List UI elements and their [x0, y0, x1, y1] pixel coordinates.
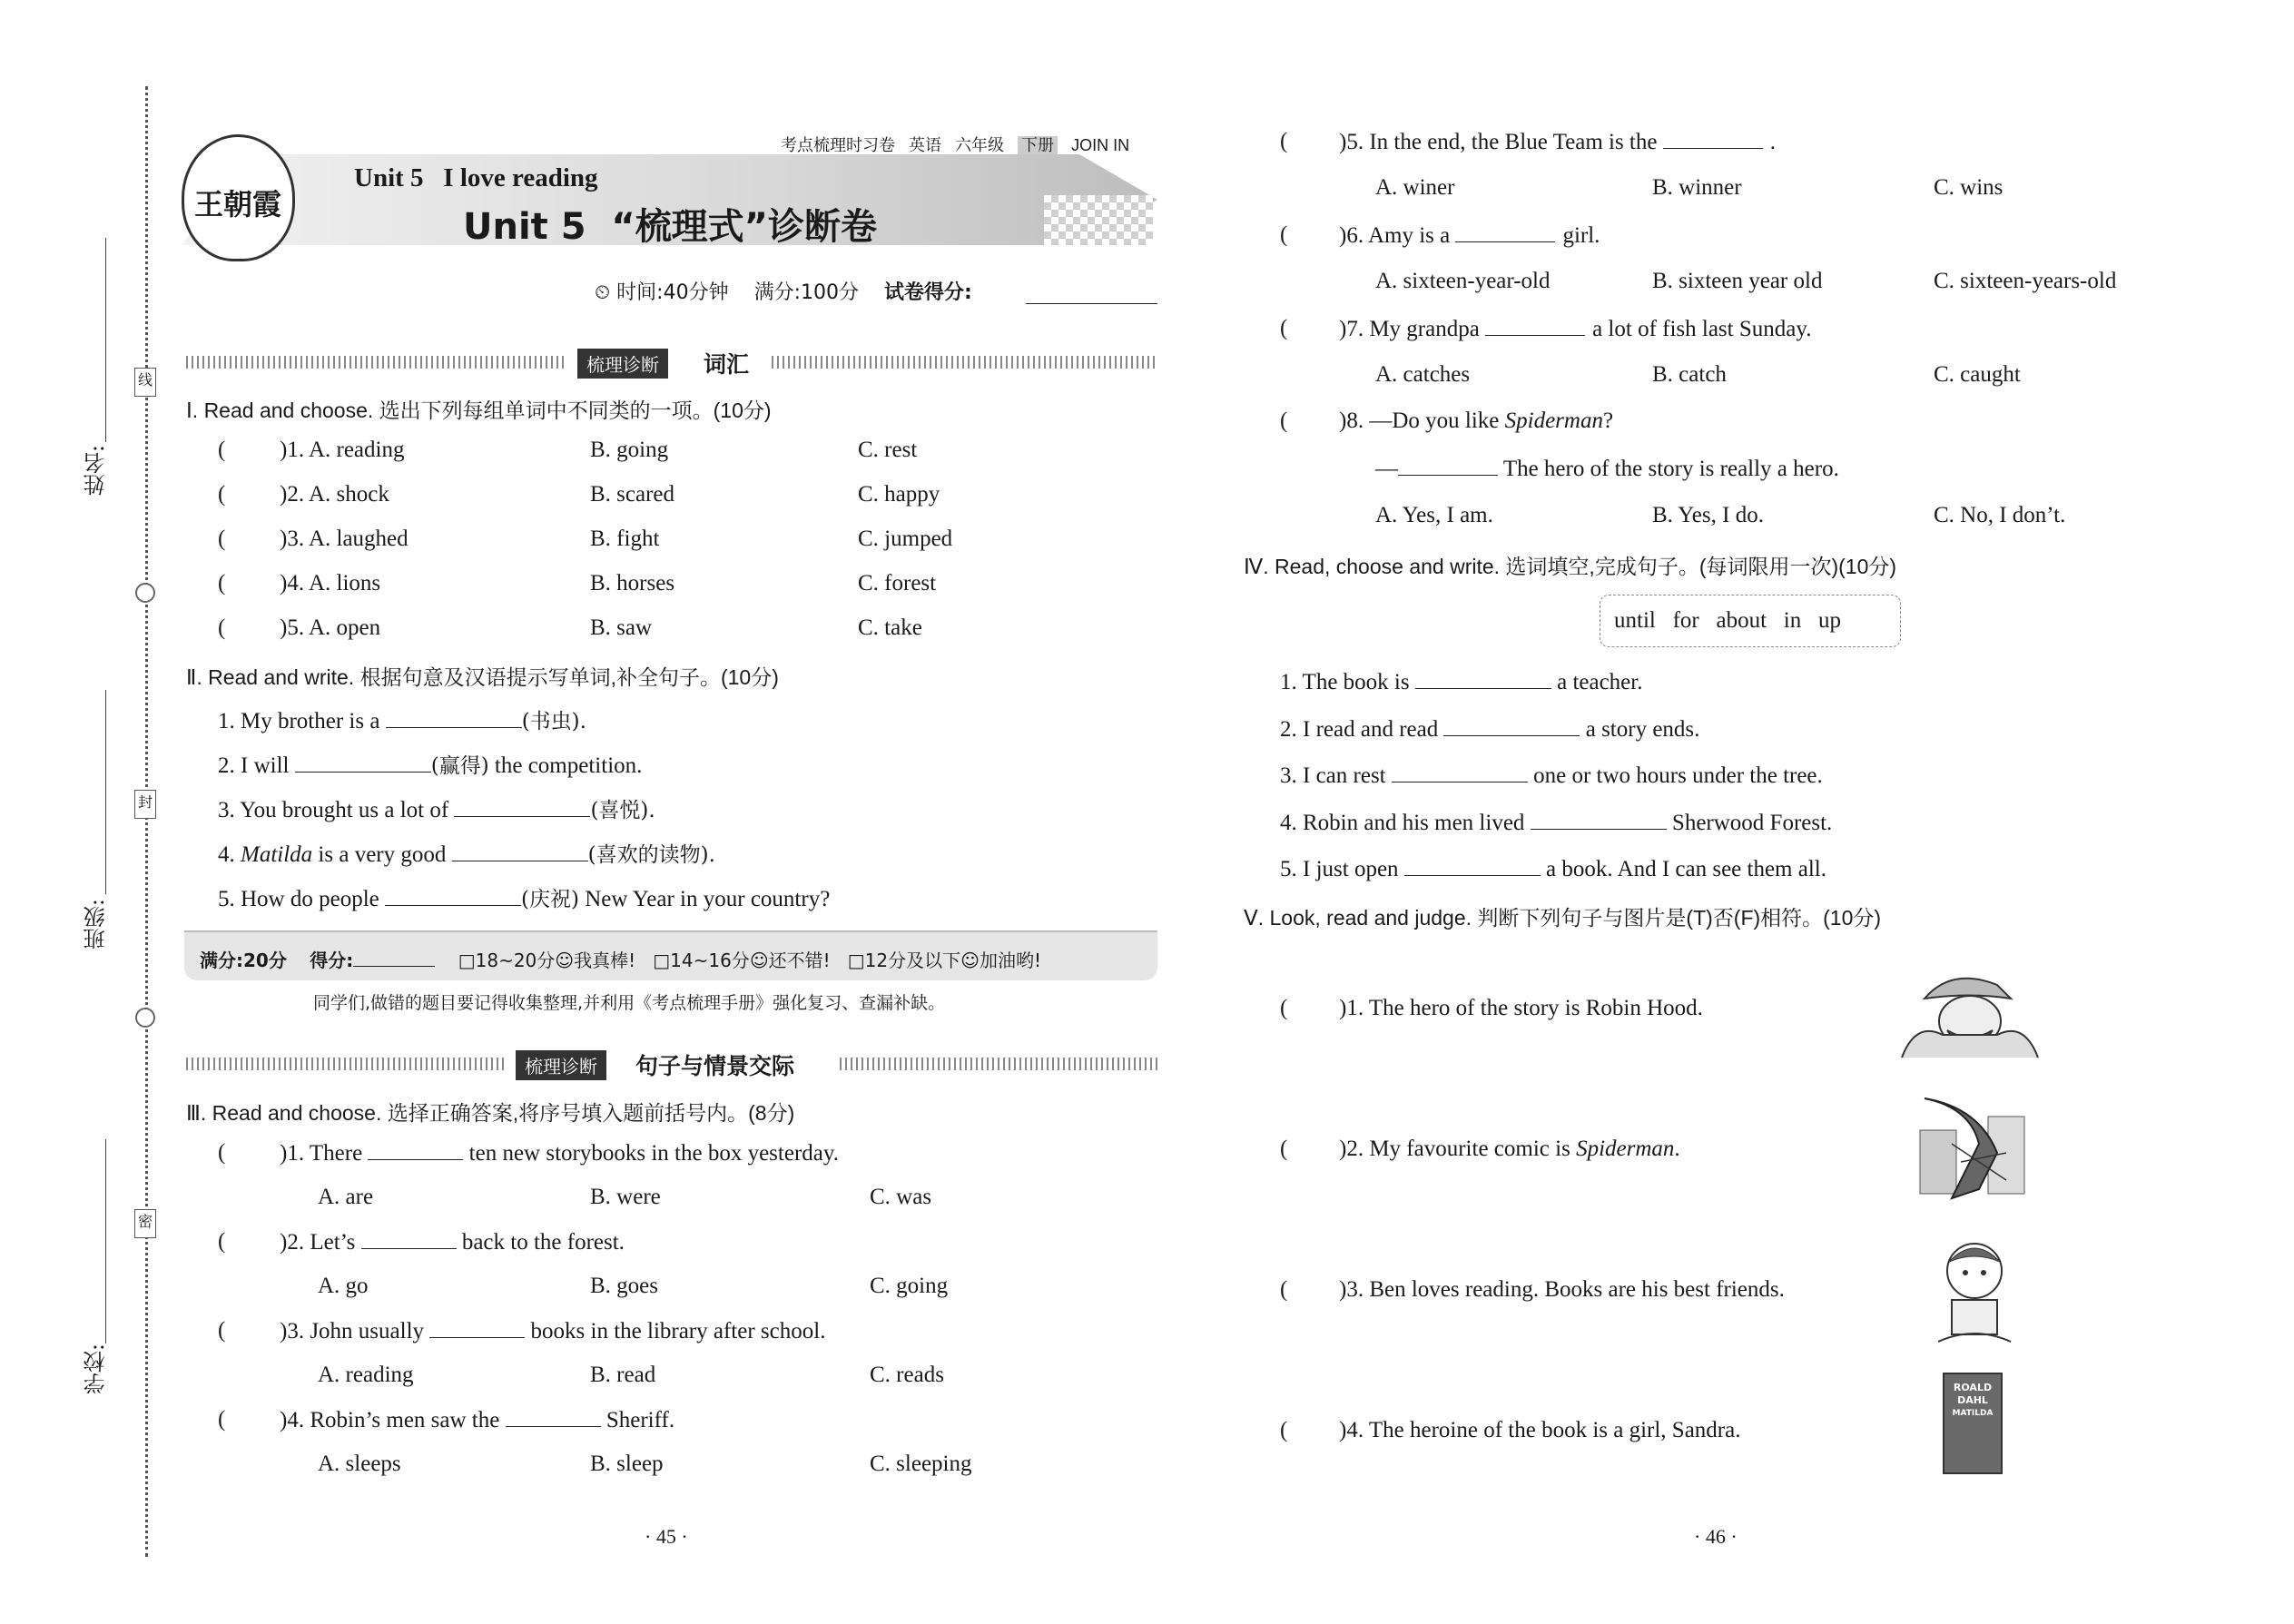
- subject-text: 英语: [909, 136, 942, 154]
- s3-question-post: Sheriff.: [605, 1408, 675, 1432]
- s5-item-text: )4. The heroine of the book is a girl, Sandra.: [1339, 1418, 1741, 1442]
- edition-text: JOIN IN: [1071, 136, 1130, 154]
- score-range-2-text: 还不错!: [768, 950, 831, 971]
- score-range-1-text: 我真棒!: [574, 950, 636, 971]
- book-author-last: DAHL: [1957, 1394, 1988, 1406]
- s4-item-text: 1. The book is: [1280, 670, 1410, 694]
- vocab-tag: 梳理诊断: [577, 349, 668, 379]
- s4-item: [1280, 669, 1642, 695]
- s2-item-1: [218, 704, 586, 734]
- s5-paren[interactable]: (: [1280, 1418, 1288, 1442]
- score-range-1[interactable]: □18~20分: [458, 950, 556, 971]
- section-4-title: Ⅳ. Read, choose and write. 选词填空,完成句子。(每词限用一次)(10分): [1244, 555, 1897, 578]
- s3-item-8-opt-b[interactable]: B. Yes, I do.: [1652, 503, 1764, 527]
- s2-item-5-hint: (庆祝): [521, 888, 579, 911]
- s1-paren[interactable]: (: [218, 438, 226, 462]
- school-line[interactable]: [105, 1139, 106, 1343]
- s4-blank[interactable]: [1404, 856, 1541, 876]
- page-number-left: · 45 ·: [645, 1525, 688, 1548]
- s3-question-text: )4. Robin’s men saw the: [280, 1408, 500, 1432]
- s4-item: [1280, 716, 1699, 743]
- s4-item-post: a book. And I can see them all.: [1546, 857, 1826, 881]
- page-number-right: · 46 ·: [1694, 1525, 1738, 1548]
- s3-option-a[interactable]: A. catches: [1375, 362, 1471, 387]
- name-label: 姓名:: [84, 445, 109, 497]
- s1-option-a[interactable]: )1. A. reading: [280, 438, 405, 462]
- binding-ornament-2: [135, 1008, 155, 1028]
- s1-paren[interactable]: (: [218, 482, 226, 507]
- s2-item-5-post: New Year in your country?: [578, 887, 831, 911]
- s4-blank[interactable]: [1531, 810, 1667, 830]
- s4-item-text: 4. Robin and his men lived: [1280, 810, 1525, 835]
- s2-item-2-hint: (赢得): [430, 754, 489, 778]
- binding-mark-secret: 密: [134, 1209, 156, 1238]
- s3-option-b[interactable]: B. sixteen year old: [1652, 269, 1823, 293]
- s5-item: [1339, 1418, 1740, 1443]
- s3-question: [1339, 222, 1600, 249]
- vocab-divider-right: [772, 356, 1157, 369]
- class-line[interactable]: [105, 690, 106, 894]
- spiderman-picture: [1915, 1089, 2033, 1203]
- binding-ornament-1: [135, 583, 155, 603]
- s3-option-c[interactable]: C. sixteen-years-old: [1934, 269, 2117, 293]
- review-note: 同学们,做错的题目要记得收集整理,并利用《考点梳理手册》强化复习、查漏补缺。: [313, 993, 946, 1013]
- s3-question-post: books in the library after school.: [530, 1319, 826, 1343]
- score-range-2[interactable]: □14~16分: [653, 950, 750, 971]
- name-line[interactable]: [105, 238, 106, 442]
- s2-item-3-text: 3. You brought us a lot of: [218, 798, 449, 822]
- s3-blank[interactable]: [1455, 222, 1555, 242]
- s3-option-a[interactable]: A. sixteen-year-old: [1375, 269, 1551, 293]
- s3-paren[interactable]: (: [1280, 222, 1288, 247]
- s3-option-c[interactable]: C. reads: [870, 1363, 944, 1387]
- s4-item-text: 3. I can rest: [1280, 763, 1386, 788]
- s2-item-2-text: 2. I will: [218, 753, 290, 778]
- s3-question: [1339, 129, 1776, 155]
- term-text: 下册: [1018, 136, 1058, 154]
- matilda-book-picture: [1943, 1373, 2003, 1474]
- s3-option-c[interactable]: C. wins: [1934, 175, 2004, 200]
- s3-item-8-italic: Spiderman: [1504, 408, 1603, 433]
- s4-item: [1280, 763, 1823, 789]
- s4-item-post: a teacher.: [1557, 670, 1643, 694]
- s3-question-text: )2. Let’s: [280, 1230, 356, 1255]
- s3-question-text: )1. There: [280, 1141, 363, 1166]
- s2-item-3-blank[interactable]: [454, 797, 590, 817]
- banner-checker: [1044, 195, 1153, 245]
- s3-option-a[interactable]: A. sleeps: [318, 1452, 401, 1476]
- s1-option-b[interactable]: B. going: [590, 438, 669, 462]
- s3-paren[interactable]: (: [218, 1229, 226, 1254]
- clock-icon: ⏲: [595, 281, 611, 304]
- s3-option-b[interactable]: B. sleep: [590, 1452, 664, 1476]
- section-2-title: Ⅱ. Read and write. 根据句意及汉语提示写单词,补全句子。(10分): [186, 665, 779, 689]
- s3-blank[interactable]: [361, 1229, 457, 1249]
- s2-item-3: [218, 793, 655, 823]
- header-series-line: [781, 133, 1129, 156]
- score-bar-blank[interactable]: [353, 950, 435, 967]
- s3-option-b[interactable]: B. catch: [1652, 362, 1727, 387]
- s3-item-8-text: )8. —Do you like: [1339, 408, 1505, 433]
- s3-question: [280, 1318, 825, 1344]
- score-input-line[interactable]: [1026, 303, 1157, 304]
- section-1-title: Ⅰ. Read and choose. 选出下列每组单词中不同类的一项。(10分): [186, 399, 772, 422]
- s3-item-8-opt-c[interactable]: C. No, I don’t.: [1934, 503, 2066, 527]
- s3-item-8-post: ?: [1602, 408, 1614, 433]
- s5-item-text: )1. The hero of the story is Robin Hood.: [1339, 996, 1703, 1020]
- s3-question-post: a lot of fish last Sunday.: [1592, 317, 1812, 341]
- s3-question-post: .: [1769, 130, 1776, 154]
- vocab-title: 词汇: [704, 351, 750, 378]
- s3-item-8-blank[interactable]: [1398, 456, 1498, 476]
- s1-option-a[interactable]: )3. A. laughed: [280, 527, 409, 551]
- book-title: MATILDA: [1952, 1409, 1994, 1418]
- sent-divider-right: [840, 1058, 1157, 1070]
- s5-item: [1339, 996, 1703, 1021]
- s3-paren[interactable]: (: [1280, 129, 1288, 153]
- s2-item-2: [218, 749, 642, 779]
- grade-text: 六年级: [955, 136, 1005, 154]
- s1-paren[interactable]: (: [218, 615, 226, 640]
- s5-item: [1339, 1277, 1785, 1303]
- s1-paren[interactable]: (: [218, 571, 226, 595]
- s1-paren[interactable]: (: [218, 527, 226, 551]
- score-bar-got: 得分:: [310, 950, 354, 971]
- s2-item-4-blank[interactable]: [452, 842, 588, 861]
- s2-item-2-blank[interactable]: [295, 753, 431, 773]
- score-range-3[interactable]: □12分及以下: [847, 950, 961, 971]
- s3-question-post: back to the forest.: [461, 1230, 625, 1255]
- s3-question-text: )3. John usually: [280, 1319, 425, 1343]
- s3-option-b[interactable]: B. winner: [1652, 175, 1742, 200]
- s3-question: [1339, 316, 1811, 342]
- s3-option-a[interactable]: A. go: [318, 1274, 369, 1298]
- s1-option-b[interactable]: B. horses: [590, 571, 675, 595]
- s4-item-post: Sherwood Forest.: [1671, 810, 1833, 835]
- s1-option-a[interactable]: )4. A. lions: [280, 571, 381, 595]
- s2-item-5-text: 5. How do people: [218, 887, 379, 911]
- sent-tag: 梳理诊断: [516, 1050, 606, 1080]
- s3-option-c[interactable]: C. caught: [1934, 362, 2021, 387]
- score-label: 试卷得分:: [883, 281, 972, 304]
- s4-item-post: a story ends.: [1585, 716, 1700, 742]
- s5-item: [1339, 1137, 1680, 1162]
- s3-option-b[interactable]: B. were: [590, 1185, 661, 1209]
- s3-item-8-opt-a[interactable]: A. Yes, I am.: [1375, 503, 1493, 527]
- binding-dotted-line: [145, 86, 148, 1557]
- s2-item-1-text: 1. My brother is a: [218, 709, 380, 733]
- s3-blank[interactable]: [506, 1407, 601, 1427]
- unit-subtitle: Unit 5 I love reading: [354, 163, 598, 192]
- vocab-divider-left: [186, 356, 567, 369]
- s1-option-b[interactable]: B. scared: [590, 482, 675, 507]
- s3-paren[interactable]: (: [218, 1407, 226, 1432]
- s3-blank[interactable]: [1663, 129, 1763, 149]
- series-text: 考点梳理时习卷: [781, 136, 895, 154]
- s3-option-b[interactable]: B. goes: [590, 1274, 658, 1298]
- smile-icon-1: ☺: [555, 950, 575, 971]
- s2-item-4-num: 4.: [218, 842, 241, 867]
- s1-option-c[interactable]: C. happy: [858, 482, 940, 507]
- score-bar-content: [200, 946, 1041, 972]
- binding-mark-line: 线: [134, 368, 156, 397]
- book-author-first: ROALD: [1953, 1382, 1993, 1393]
- s4-item: [1280, 856, 1826, 882]
- s3-option-a[interactable]: A. reading: [318, 1363, 414, 1387]
- s4-blank[interactable]: [1443, 716, 1580, 736]
- s3-question-text: )5. In the end, the Blue Team is the: [1339, 130, 1658, 154]
- s2-item-1-hint: (书虫).: [521, 710, 586, 733]
- smile-icon-3: ☺: [960, 950, 980, 971]
- sent-divider-left: [186, 1058, 504, 1070]
- s5-item-text: )2. My favourite comic is: [1339, 1137, 1577, 1161]
- s3-option-a[interactable]: A. winer: [1375, 175, 1455, 200]
- s1-option-c[interactable]: C. take: [858, 615, 922, 640]
- s4-blank[interactable]: [1415, 669, 1551, 689]
- boy-reading-picture: [1920, 1235, 2029, 1348]
- s4-item-post: one or two hours under the tree.: [1533, 763, 1823, 788]
- word-bank: until for about in up: [1614, 608, 1841, 633]
- s3-item-8: [1339, 408, 1613, 434]
- s3-paren[interactable]: (: [218, 1140, 226, 1165]
- s1-option-c[interactable]: C. forest: [858, 571, 937, 595]
- school-label: 学校:: [84, 1343, 109, 1395]
- s3-item-8-line2: — The hero of the story is really a hero.: [1375, 457, 1839, 481]
- full-score-text: 满分:100分: [753, 281, 859, 304]
- s3-option-a[interactable]: A. are: [318, 1185, 374, 1209]
- s5-paren[interactable]: (: [1280, 1277, 1288, 1302]
- s5-paren[interactable]: (: [1280, 1137, 1288, 1161]
- s4-item-text: 2. I read and read: [1280, 716, 1439, 742]
- s2-item-2-post: the competition.: [488, 753, 643, 778]
- s3-paren[interactable]: (: [218, 1318, 226, 1343]
- s5-item-italic: Spiderman: [1576, 1137, 1675, 1161]
- s2-item-4-italic: Matilda: [241, 842, 313, 867]
- s3-option-c[interactable]: C. going: [870, 1274, 949, 1298]
- smile-icon-2: ☺: [749, 950, 769, 971]
- s2-item-4-hint: (喜欢的读物).: [587, 843, 715, 867]
- s3-item-8-paren[interactable]: (: [1280, 408, 1288, 433]
- s1-option-a[interactable]: )5. A. open: [280, 615, 381, 640]
- sent-title: 句子与情景交际: [635, 1053, 795, 1079]
- binding-mark-seal: 封: [134, 790, 156, 819]
- s3-option-b[interactable]: B. read: [590, 1363, 656, 1387]
- s3-option-c[interactable]: C. was: [870, 1185, 932, 1209]
- class-label: 班级:: [84, 899, 109, 950]
- robin-hood-picture: [1897, 967, 2043, 1062]
- s1-option-c[interactable]: C. rest: [858, 438, 918, 462]
- s2-item-4: [218, 838, 715, 868]
- s2-item-5: [218, 882, 830, 912]
- s3-question: [280, 1229, 625, 1255]
- section-3-title: Ⅲ. Read and choose. 选择正确答案,将序号填入题前括号内。(8分): [186, 1101, 795, 1125]
- s2-item-5-blank[interactable]: [385, 886, 521, 906]
- score-bar-full: 满分:20分: [200, 950, 287, 971]
- s2-item-4-text: is a very good: [312, 842, 447, 867]
- exam-info-line: [595, 277, 972, 305]
- s3-option-c[interactable]: C. sleeping: [870, 1452, 972, 1476]
- s5-item-text: )3. Ben loves reading. Books are his best friends.: [1339, 1277, 1785, 1302]
- s4-blank[interactable]: [1392, 763, 1528, 782]
- s1-option-a[interactable]: )2. A. shock: [280, 482, 389, 507]
- s2-item-3-hint: (喜悦).: [590, 799, 655, 822]
- s3-question-post: girl.: [1562, 223, 1600, 248]
- s3-question-text: )7. My grandpa: [1339, 317, 1480, 341]
- s3-question-text: )6. Amy is a: [1339, 223, 1451, 248]
- s2-item-1-blank[interactable]: [386, 708, 522, 728]
- s3-question-post: ten new storybooks in the box yesterday.: [468, 1141, 839, 1166]
- score-range-3-text: 加油哟!: [980, 950, 1042, 971]
- s1-option-b[interactable]: B. fight: [590, 527, 660, 551]
- s3-question: [280, 1140, 839, 1166]
- s3-blank[interactable]: [429, 1318, 525, 1338]
- s1-option-c[interactable]: C. jumped: [858, 527, 953, 551]
- s3-item-8-line2-text: The hero of the story is really a hero.: [1502, 457, 1839, 481]
- logo-text: 王朝霞: [194, 187, 282, 221]
- s3-paren[interactable]: (: [1280, 316, 1288, 340]
- s5-item-post: .: [1674, 1137, 1680, 1161]
- s5-paren[interactable]: (: [1280, 996, 1288, 1020]
- time-text: 时间:40分钟: [616, 281, 729, 304]
- s4-item: [1280, 810, 1832, 836]
- s1-option-b[interactable]: B. saw: [590, 615, 653, 640]
- s3-blank[interactable]: [1485, 316, 1585, 336]
- s3-question: [280, 1407, 674, 1433]
- s3-blank[interactable]: [368, 1140, 463, 1160]
- page-title: Unit 5 “梳理式”诊断卷: [463, 206, 877, 248]
- section-5-title: Ⅴ. Look, read and judge. 判断下列句子与图片是(T)否(F)相符。(10分): [1244, 906, 1882, 930]
- s4-item-text: 5. I just open: [1280, 857, 1399, 881]
